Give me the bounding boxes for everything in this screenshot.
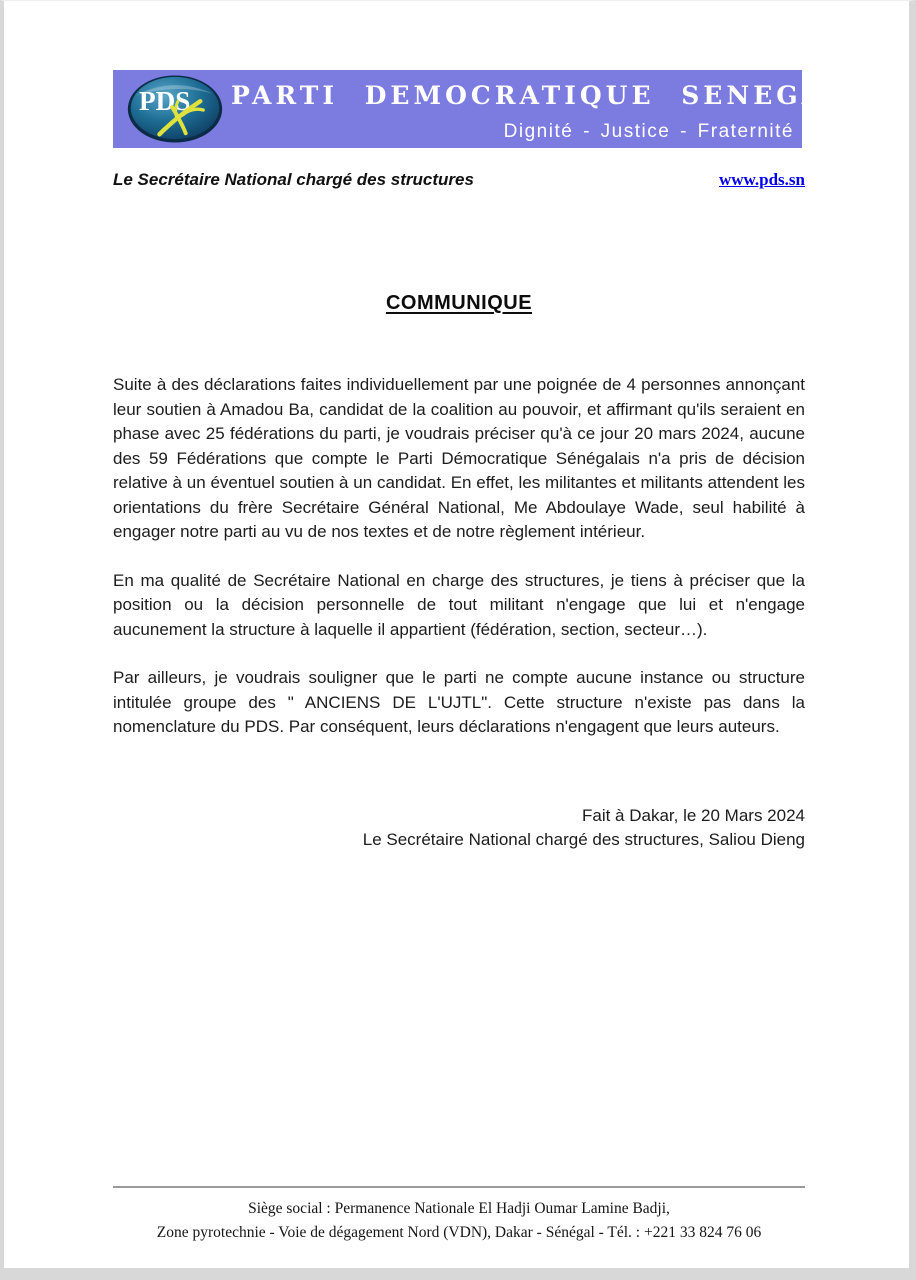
document-body [113,373,805,740]
signature-signatory: Le Secrétaire National chargé des structures, Saliou Dieng [362,830,805,849]
signature-place-date: Fait à Dakar, le 20 Mars 2024 [581,805,805,825]
paragraph-2: En ma qualité de Secrétaire National en charge des structures, je tiens à préciser que la position ou la décision personnelle de tout militant n'engage que lui et n'engage aucunement la structure à laquelle il appartient (fédération, section, secteur…). [113,570,805,639]
signature-block [113,804,805,853]
footer-address-line2: Zone pyrotechnie - Voie de dégagement Nord (VDN), Dakar - Sénégal - Tél. : +221 33 824 76 06 [156,1224,762,1241]
paragraph-1: Suite à des déclarations faites individuellement par une poignée de 4 personnes annonçant leur soutien à Amadou Ba, candidat de la coalition au pouvoir, et affirmant qu'ils seraient en phase avec 25 fédérations du parti, je voudrais préciser qu'à ce jour 20 mars 2024, aucune des 59 Fédérations que compte le Parti Démocratique Sénégalais n'a pris de décision relative à un éventuel soutien à un candidat. En effet, les militantes et militants attendent les orientations du frère Secrétaire Général National, Me Abdoulaye Wade, seul habilité à engager notre parti au vu de nos textes et de notre règlement intérieur. [113,375,805,541]
footer-address-line1: Siège social : Permanence Nationale El Hadji Oumar Lamine Badji, [248,1200,670,1217]
pds-logo-icon [126,74,224,144]
subheader-row [113,170,805,190]
footer-divider [113,1186,805,1188]
logo-text: PDS [139,85,191,116]
party-name: PARTI DEMOCRATIQUE SENEGALAIS [231,81,908,110]
website-link[interactable]: www.pds.sn [719,170,805,189]
page-content [113,0,908,1280]
document-title: COMMUNIQUE [385,292,533,314]
party-motto: Dignité - Justice - Fraternité [503,121,794,142]
paragraph-3: Par ailleurs, je voudrais souligner que le parti ne compte aucune instance ou structure intitulée groupe des " ANCIENS DE L'UJTL". Cette structure n'existe pas dans la nomenclature du PDS. Par conséquent, leurs déclarations n'engagent que leurs auteurs. [113,668,805,736]
page-footer [113,1186,805,1245]
pds-banner [113,70,908,148]
role-title: Le Secrétaire National chargé des structures [113,170,474,189]
